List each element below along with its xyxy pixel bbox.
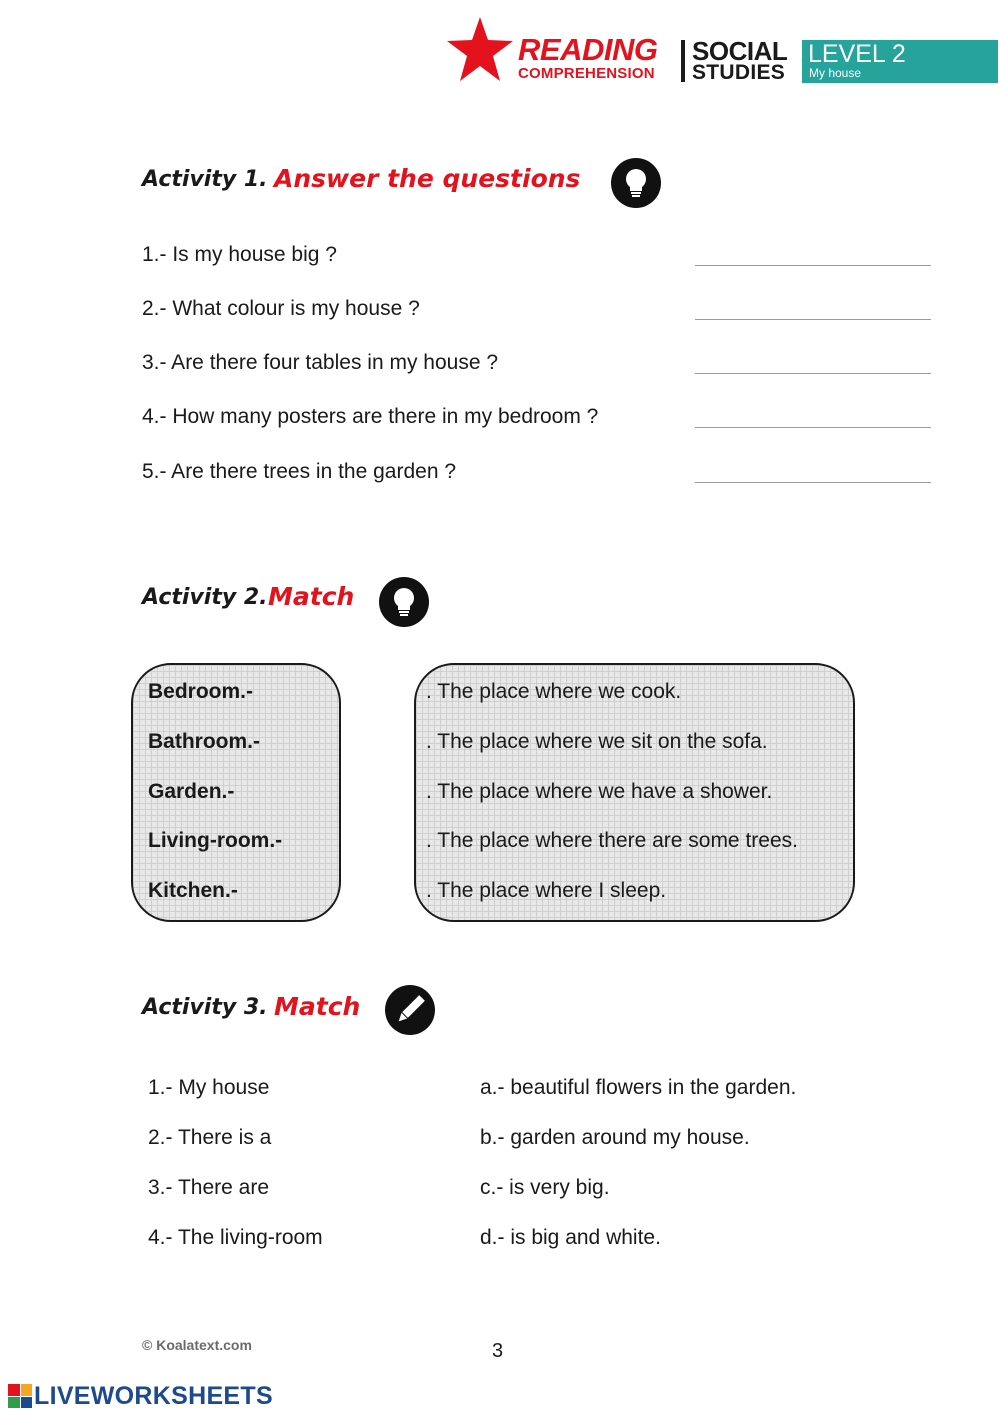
- match-right-item[interactable]: a.- beautiful flowers in the garden.: [480, 1076, 797, 1099]
- match-left-item[interactable]: 2.- There is a: [148, 1126, 272, 1149]
- answer-line-1[interactable]: [695, 265, 931, 266]
- room-item[interactable]: Living-room.-: [148, 829, 283, 852]
- star-logo-icon: [446, 16, 514, 82]
- liveworksheets-logo[interactable]: [8, 1382, 273, 1410]
- topic-label: My house: [809, 66, 862, 80]
- lightbulb-icon: [611, 158, 661, 208]
- liveworksheets-text: LIVEWORKSHEETS: [34, 1381, 273, 1410]
- room-item[interactable]: Bathroom.-: [148, 730, 260, 753]
- answer-line-4[interactable]: [695, 427, 931, 428]
- description-item[interactable]: . The place where we sit on the sofa.: [426, 730, 768, 753]
- activity1-label: Activity 1.: [142, 167, 268, 192]
- question-2: 2.- What colour is my house ?: [142, 297, 420, 320]
- activity3-title: Match: [274, 992, 361, 1021]
- copyright: © Koalatext.com: [142, 1337, 252, 1353]
- activity1-title: Answer the questions: [274, 164, 581, 193]
- match-left-item[interactable]: 4.- The living-room: [148, 1226, 323, 1249]
- match-right-item[interactable]: b.- garden around my house.: [480, 1126, 750, 1149]
- answer-line-5[interactable]: [695, 482, 931, 483]
- liveworksheets-blocks-icon: [8, 1384, 32, 1408]
- description-item[interactable]: . The place where there are some trees.: [426, 829, 798, 852]
- subject-social: SOCIAL: [692, 36, 788, 66]
- question-1: 1.- Is my house big ?: [142, 243, 337, 266]
- room-item[interactable]: Garden.-: [148, 780, 235, 803]
- activity2-title: Match: [268, 582, 355, 611]
- match-left-item[interactable]: 1.- My house: [148, 1076, 270, 1099]
- subject-studies: STUDIES: [692, 61, 786, 84]
- question-3: 3.- Are there four tables in my house ?: [142, 351, 499, 374]
- level-label: LEVEL 2: [808, 40, 906, 68]
- match-right-item[interactable]: d.- is big and white.: [480, 1226, 661, 1249]
- description-item[interactable]: . The place where we have a shower.: [426, 780, 773, 803]
- room-item[interactable]: Kitchen.-: [148, 879, 238, 902]
- match-right-item[interactable]: c.- is very big.: [480, 1176, 610, 1199]
- activity2-label: Activity 2.: [142, 585, 268, 610]
- brand-divider: [681, 40, 685, 82]
- room-item[interactable]: Bedroom.-: [148, 680, 253, 703]
- brand-reading: READING: [518, 32, 658, 67]
- lightbulb-icon: [379, 577, 429, 627]
- activity3-label: Activity 3.: [142, 995, 268, 1020]
- pencil-icon: [385, 985, 435, 1035]
- brand-comprehension: COMPREHENSION: [518, 65, 655, 82]
- answer-line-2[interactable]: [695, 319, 931, 320]
- answer-line-3[interactable]: [695, 373, 931, 374]
- question-5: 5.- Are there trees in the garden ?: [142, 460, 457, 483]
- question-4: 4.- How many posters are there in my bedroom ?: [142, 405, 599, 428]
- description-item[interactable]: . The place where I sleep.: [426, 879, 667, 902]
- page-number: 3: [492, 1340, 504, 1362]
- match-left-item[interactable]: 3.- There are: [148, 1176, 270, 1199]
- description-item[interactable]: . The place where we cook.: [426, 680, 682, 703]
